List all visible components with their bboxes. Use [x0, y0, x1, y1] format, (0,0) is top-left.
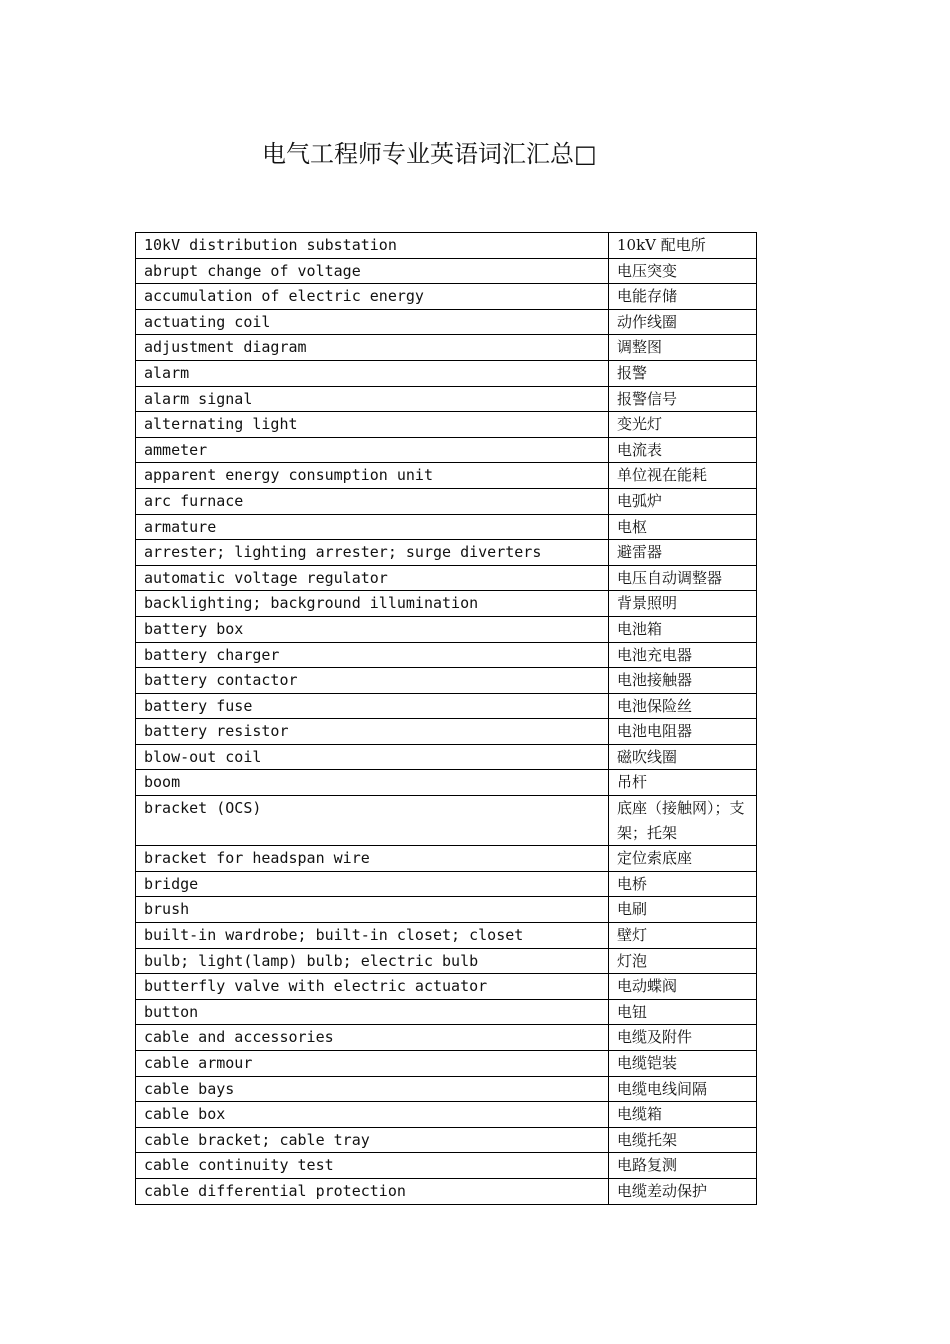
chinese-term-cell: 单位视在能耗	[609, 463, 757, 489]
chinese-term-cell: 电池电阻器	[609, 719, 757, 745]
table-row	[136, 463, 757, 489]
english-term-cell: armature	[136, 514, 609, 540]
english-term-cell: bracket (OCS)	[136, 796, 609, 846]
vocabulary-table	[135, 232, 757, 1205]
chinese-term-cell: 电弧炉	[609, 488, 757, 514]
english-term-cell: adjustment diagram	[136, 335, 609, 361]
table-row	[136, 999, 757, 1025]
chinese-term-cell: 电缆箱	[609, 1102, 757, 1128]
english-term-cell: battery charger	[136, 642, 609, 668]
english-term-cell: battery box	[136, 616, 609, 642]
table-row	[136, 386, 757, 412]
english-term-cell: bracket for headspan wire	[136, 846, 609, 872]
english-term-cell: cable and accessories	[136, 1025, 609, 1051]
chinese-term-cell: 电池接触器	[609, 668, 757, 694]
english-term-cell: cable bracket; cable tray	[136, 1127, 609, 1153]
table-row	[136, 412, 757, 438]
chinese-term-cell: 变光灯	[609, 412, 757, 438]
english-term-cell: automatic voltage regulator	[136, 565, 609, 591]
chinese-term-cell: 报警信号	[609, 386, 757, 412]
english-term-cell: brush	[136, 897, 609, 923]
chinese-term-cell: 电枢	[609, 514, 757, 540]
chinese-term-cell: 电动蝶阀	[609, 974, 757, 1000]
english-term-cell: bridge	[136, 871, 609, 897]
chinese-term-cell: 壁灯	[609, 923, 757, 949]
table-row	[136, 335, 757, 361]
table-row	[136, 258, 757, 284]
table-row	[136, 540, 757, 566]
vocabulary-table-body	[136, 233, 757, 1205]
english-term-cell: alternating light	[136, 412, 609, 438]
chinese-term-cell: 电刷	[609, 897, 757, 923]
english-term-cell: abrupt change of voltage	[136, 258, 609, 284]
table-row	[136, 1153, 757, 1179]
english-term-cell: cable continuity test	[136, 1153, 609, 1179]
english-term-cell: battery resistor	[136, 719, 609, 745]
english-term-cell: arc furnace	[136, 488, 609, 514]
table-row	[136, 514, 757, 540]
chinese-term-cell: 灯泡	[609, 948, 757, 974]
english-term-cell: boom	[136, 770, 609, 796]
table-row	[136, 284, 757, 310]
table-row	[136, 437, 757, 463]
chinese-term-cell: 电池保险丝	[609, 693, 757, 719]
english-term-cell: cable differential protection	[136, 1178, 609, 1204]
chinese-term-cell: 电压突变	[609, 258, 757, 284]
chinese-term-cell: 动作线圈	[609, 309, 757, 335]
english-term-cell: battery contactor	[136, 668, 609, 694]
chinese-term-cell: 调整图	[609, 335, 757, 361]
chinese-term-cell: 10kV 配电所	[609, 233, 757, 259]
english-term-cell: cable box	[136, 1102, 609, 1128]
table-row	[136, 796, 757, 846]
table-row	[136, 1076, 757, 1102]
english-term-cell: button	[136, 999, 609, 1025]
english-term-cell: cable bays	[136, 1076, 609, 1102]
chinese-term-cell: 避雷器	[609, 540, 757, 566]
table-row	[136, 1102, 757, 1128]
table-row	[136, 974, 757, 1000]
table-row	[136, 948, 757, 974]
english-term-cell: backlighting; background illumination	[136, 591, 609, 617]
english-term-cell: actuating coil	[136, 309, 609, 335]
english-term-cell: battery fuse	[136, 693, 609, 719]
chinese-term-cell: 电缆差动保护	[609, 1178, 757, 1204]
table-row	[136, 923, 757, 949]
chinese-term-cell: 定位索底座	[609, 846, 757, 872]
table-row	[136, 591, 757, 617]
english-term-cell: alarm	[136, 360, 609, 386]
table-row	[136, 871, 757, 897]
table-row	[136, 1051, 757, 1077]
english-term-cell: apparent energy consumption unit	[136, 463, 609, 489]
chinese-term-cell: 背景照明	[609, 591, 757, 617]
table-row	[136, 360, 757, 386]
table-row	[136, 309, 757, 335]
english-term-cell: arrester; lighting arrester; surge diverters	[136, 540, 609, 566]
english-term-cell: accumulation of electric energy	[136, 284, 609, 310]
chinese-term-cell: 电池箱	[609, 616, 757, 642]
chinese-term-cell: 电能存储	[609, 284, 757, 310]
english-term-cell: bulb; light(lamp) bulb; electric bulb	[136, 948, 609, 974]
chinese-term-cell: 电压自动调整器	[609, 565, 757, 591]
table-row	[136, 846, 757, 872]
chinese-term-cell: 报警	[609, 360, 757, 386]
chinese-term-cell: 电缆电线间隔	[609, 1076, 757, 1102]
table-row	[136, 668, 757, 694]
table-row	[136, 693, 757, 719]
table-row	[136, 1178, 757, 1204]
chinese-term-cell: 电路复测	[609, 1153, 757, 1179]
table-row	[136, 1127, 757, 1153]
table-row	[136, 565, 757, 591]
table-row	[136, 616, 757, 642]
chinese-term-cell: 吊杆	[609, 770, 757, 796]
chinese-term-cell: 磁吹线圈	[609, 744, 757, 770]
chinese-term-cell: 电缆托架	[609, 1127, 757, 1153]
english-term-cell: cable armour	[136, 1051, 609, 1077]
table-row	[136, 642, 757, 668]
table-row	[136, 233, 757, 259]
english-term-cell: butterfly valve with electric actuator	[136, 974, 609, 1000]
table-row	[136, 1025, 757, 1051]
english-term-cell: blow-out coil	[136, 744, 609, 770]
english-term-cell: alarm signal	[136, 386, 609, 412]
table-row	[136, 719, 757, 745]
english-term-cell: built-in wardrobe; built-in closet; closet	[136, 923, 609, 949]
table-row	[136, 770, 757, 796]
chinese-term-cell: 电池充电器	[609, 642, 757, 668]
table-row	[136, 488, 757, 514]
page-title: 电气工程师专业英语词汇汇总□	[262, 140, 597, 168]
chinese-term-cell: 电缆及附件	[609, 1025, 757, 1051]
table-row	[136, 897, 757, 923]
chinese-term-cell: 底座（接触网）；支架；托架	[609, 796, 757, 846]
english-term-cell: ammeter	[136, 437, 609, 463]
english-term-cell: 10kV distribution substation	[136, 233, 609, 259]
chinese-term-cell: 电钮	[609, 999, 757, 1025]
chinese-term-cell: 电桥	[609, 871, 757, 897]
chinese-term-cell: 电缆铠装	[609, 1051, 757, 1077]
table-row	[136, 744, 757, 770]
chinese-term-cell: 电流表	[609, 437, 757, 463]
